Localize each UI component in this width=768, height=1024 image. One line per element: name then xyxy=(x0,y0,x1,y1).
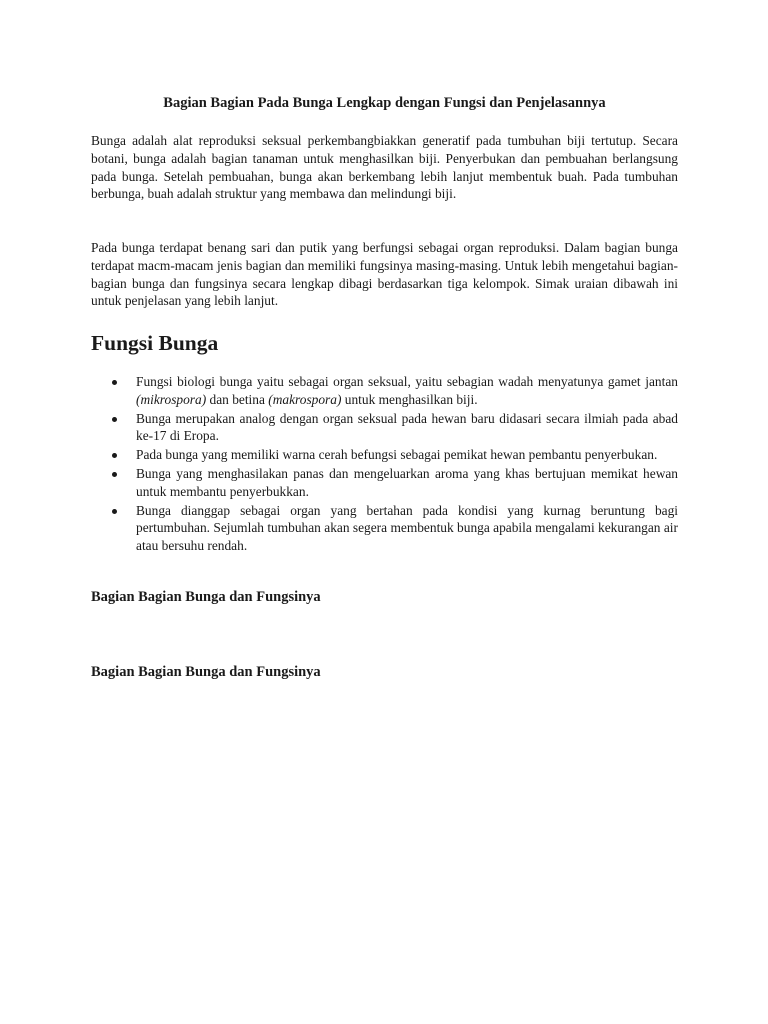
subheading-bagian-bunga-2: Bagian Bagian Bunga dan Fungsinya xyxy=(91,664,321,680)
list-item-text: Bunga yang menghasilakan panas dan mengeluarkan aroma yang khas bertujuan memikat hewan untuk membantu penyerbukkan. xyxy=(136,465,678,499)
bullet-icon xyxy=(112,472,117,477)
bullet-icon xyxy=(112,509,117,514)
intro-paragraph-2: Pada bunga terdapat benang sari dan putik yang berfungsi sebagai organ reproduksi. Dalam bagian bunga terdapat macm-macam jenis bagian dan memiliki fungsinya masing-masing. Untuk lebih mengetahui bagian-bagian bunga dan fungsinya secara lengkap dibagi berdasarkan tiga kelompok. Simak uraian dibawah ini untuk penjelasan yang lebih lanjut. xyxy=(91,240,678,309)
list-item xyxy=(91,446,678,464)
intro-paragraph-1: Bunga adalah alat reproduksi seksual perkembangbiakkan generatif pada tumbuhan biji tertutup. Secara botani, bunga adalah bagian tanaman untuk menghasilkan biji. Penyerbukan dan pembuahan berlangsung pada bunga. Setelah pembuahan, bunga akan berkembang lebih lanjut membentuk buah. Pada tumbuhan berbunga, buah adalah struktur yang membawa dan melindungi biji. xyxy=(91,133,678,202)
list-item-text: Bunga dianggap sebagai organ yang bertahan pada kondisi yang kurnag beruntung bagi pertumbuhan. Sejumlah tumbuhan akan segera membentuk bunga apabila mengalami kekurangan air atau bersuhu rendah. xyxy=(136,502,678,554)
list-item xyxy=(91,410,678,446)
list-item xyxy=(91,465,678,501)
list-item-text: dan betina xyxy=(206,391,269,407)
list-item-text: Pada bunga yang memiliki warna cerah befungsi sebagai pemikat hewan pembantu penyerbukan. xyxy=(136,447,658,463)
function-bullet-list xyxy=(91,373,678,556)
term-makrospora: (makrospora) xyxy=(268,391,342,407)
list-item-text: Bunga merupakan analog dengan organ seksual pada hewan baru didasari secara ilmiah pada abad ke-17 di Eropa. xyxy=(136,410,678,444)
subheading-bagian-bunga-1: Bagian Bagian Bunga dan Fungsinya xyxy=(91,589,321,605)
bullet-icon xyxy=(112,453,117,458)
bullet-icon xyxy=(112,380,117,385)
list-item xyxy=(91,373,678,409)
list-item xyxy=(91,502,678,555)
term-mikrospora: (mikrospora) xyxy=(136,391,207,407)
bullet-icon xyxy=(112,417,117,422)
list-item-text: Fungsi biologi bunga yaitu sebagai organ seksual, yaitu sebagian wadah menyatunya gamet jantan xyxy=(136,374,678,389)
list-item-text: untuk menghasilkan biji. xyxy=(341,391,478,407)
document-title: Bagian Bagian Pada Bunga Lengkap dengan Fungsi dan Penjelasannya xyxy=(163,95,606,111)
section-heading-fungsi-bunga: Fungsi Bunga xyxy=(91,331,219,355)
